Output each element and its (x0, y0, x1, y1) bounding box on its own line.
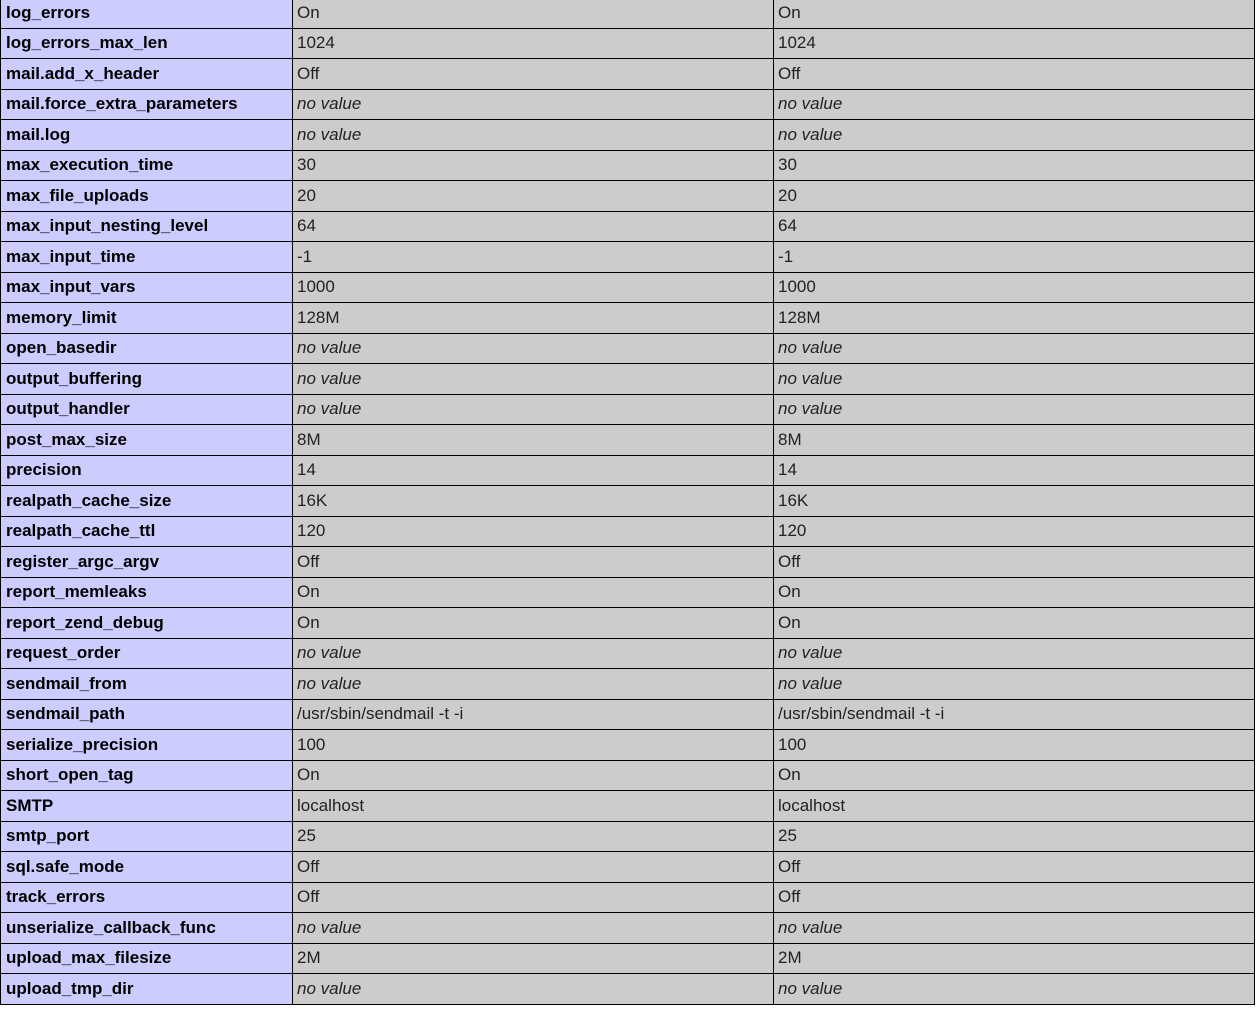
table-row (1, 28, 1255, 59)
directive-name: output_handler (1, 394, 293, 425)
master-value: 20 (774, 181, 1255, 212)
table-row (1, 486, 1255, 517)
local-value: 30 (293, 150, 774, 181)
table-row (1, 608, 1255, 639)
table-row (1, 913, 1255, 944)
table-row (1, 760, 1255, 791)
master-value: Off (774, 547, 1255, 578)
master-value: On (774, 608, 1255, 639)
directive-name: report_memleaks (1, 577, 293, 608)
table-row (1, 638, 1255, 669)
local-value: /usr/sbin/sendmail -t -i (293, 699, 774, 730)
master-value: localhost (774, 791, 1255, 822)
master-value: 1024 (774, 28, 1255, 59)
directive-name: max_input_nesting_level (1, 211, 293, 242)
master-value: 8M (774, 425, 1255, 456)
master-value: /usr/sbin/sendmail -t -i (774, 699, 1255, 730)
local-value: 100 (293, 730, 774, 761)
table-row (1, 730, 1255, 761)
table-row (1, 0, 1255, 28)
directive-name: open_basedir (1, 333, 293, 364)
local-value: no value (293, 669, 774, 700)
local-value: -1 (293, 242, 774, 273)
table-row (1, 333, 1255, 364)
directive-name: log_errors_max_len (1, 28, 293, 59)
master-value: 14 (774, 455, 1255, 486)
master-value: On (774, 760, 1255, 791)
master-value: 64 (774, 211, 1255, 242)
directive-name: short_open_tag (1, 760, 293, 791)
local-value: 25 (293, 821, 774, 852)
table-row (1, 181, 1255, 212)
directive-name: report_zend_debug (1, 608, 293, 639)
master-value: 2M (774, 943, 1255, 974)
table-row (1, 120, 1255, 151)
table-row (1, 364, 1255, 395)
directive-name: SMTP (1, 791, 293, 822)
table-row (1, 272, 1255, 303)
directive-name: log_errors (1, 0, 293, 28)
directive-name: output_buffering (1, 364, 293, 395)
local-value: 128M (293, 303, 774, 334)
master-value: -1 (774, 242, 1255, 273)
local-value: 64 (293, 211, 774, 242)
table-row (1, 791, 1255, 822)
directive-name: max_input_vars (1, 272, 293, 303)
directive-name: sendmail_from (1, 669, 293, 700)
directive-name: unserialize_callback_func (1, 913, 293, 944)
table-row (1, 547, 1255, 578)
local-value: no value (293, 364, 774, 395)
table-row (1, 455, 1255, 486)
master-value: 120 (774, 516, 1255, 547)
local-value: no value (293, 394, 774, 425)
directive-name: max_input_time (1, 242, 293, 273)
directive-name: precision (1, 455, 293, 486)
table-row (1, 974, 1255, 1005)
local-value: Off (293, 547, 774, 578)
master-value: no value (774, 638, 1255, 669)
master-value: 25 (774, 821, 1255, 852)
local-value: Off (293, 882, 774, 913)
local-value: 1024 (293, 28, 774, 59)
table-row (1, 699, 1255, 730)
master-value: Off (774, 882, 1255, 913)
master-value: On (774, 577, 1255, 608)
directive-name: mail.log (1, 120, 293, 151)
table-row (1, 242, 1255, 273)
table-row (1, 394, 1255, 425)
master-value: 30 (774, 150, 1255, 181)
directive-name: upload_tmp_dir (1, 974, 293, 1005)
table-row (1, 303, 1255, 334)
local-value: no value (293, 120, 774, 151)
local-value: On (293, 577, 774, 608)
directive-name: sql.safe_mode (1, 852, 293, 883)
master-value: 1000 (774, 272, 1255, 303)
local-value: 8M (293, 425, 774, 456)
local-value: no value (293, 638, 774, 669)
local-value: no value (293, 89, 774, 120)
local-value: On (293, 760, 774, 791)
local-value: 2M (293, 943, 774, 974)
local-value: no value (293, 974, 774, 1005)
table-row (1, 89, 1255, 120)
directive-name: realpath_cache_size (1, 486, 293, 517)
directive-name: realpath_cache_ttl (1, 516, 293, 547)
table-row (1, 943, 1255, 974)
local-value: 14 (293, 455, 774, 486)
master-value: Off (774, 852, 1255, 883)
master-value: no value (774, 120, 1255, 151)
master-value: no value (774, 89, 1255, 120)
table-row (1, 882, 1255, 913)
directive-name: smtp_port (1, 821, 293, 852)
master-value: no value (774, 669, 1255, 700)
table-row (1, 516, 1255, 547)
table-row (1, 59, 1255, 90)
directive-name: memory_limit (1, 303, 293, 334)
directive-name: track_errors (1, 882, 293, 913)
local-value: On (293, 0, 774, 28)
directive-name: upload_max_filesize (1, 943, 293, 974)
master-value: no value (774, 913, 1255, 944)
local-value: 20 (293, 181, 774, 212)
directive-name: request_order (1, 638, 293, 669)
local-value: On (293, 608, 774, 639)
directive-rows (1, 0, 1255, 1004)
local-value: Off (293, 852, 774, 883)
directive-name: sendmail_path (1, 699, 293, 730)
directive-name: post_max_size (1, 425, 293, 456)
master-value: 100 (774, 730, 1255, 761)
table-row (1, 150, 1255, 181)
master-value: no value (774, 394, 1255, 425)
directive-name: mail.force_extra_parameters (1, 89, 293, 120)
local-value: 16K (293, 486, 774, 517)
master-value: On (774, 0, 1255, 28)
local-value: Off (293, 59, 774, 90)
table-row (1, 669, 1255, 700)
table-row (1, 821, 1255, 852)
table-row (1, 211, 1255, 242)
directive-name: mail.add_x_header (1, 59, 293, 90)
directive-name: max_file_uploads (1, 181, 293, 212)
directive-name: max_execution_time (1, 150, 293, 181)
table-row (1, 577, 1255, 608)
master-value: no value (774, 364, 1255, 395)
local-value: no value (293, 913, 774, 944)
local-value: 120 (293, 516, 774, 547)
local-value: no value (293, 333, 774, 364)
local-value: 1000 (293, 272, 774, 303)
master-value: Off (774, 59, 1255, 90)
master-value: 16K (774, 486, 1255, 517)
directive-name: serialize_precision (1, 730, 293, 761)
table-row (1, 852, 1255, 883)
master-value: no value (774, 974, 1255, 1005)
local-value: localhost (293, 791, 774, 822)
master-value: 128M (774, 303, 1255, 334)
table-row (1, 425, 1255, 456)
master-value: no value (774, 333, 1255, 364)
directive-name: register_argc_argv (1, 547, 293, 578)
